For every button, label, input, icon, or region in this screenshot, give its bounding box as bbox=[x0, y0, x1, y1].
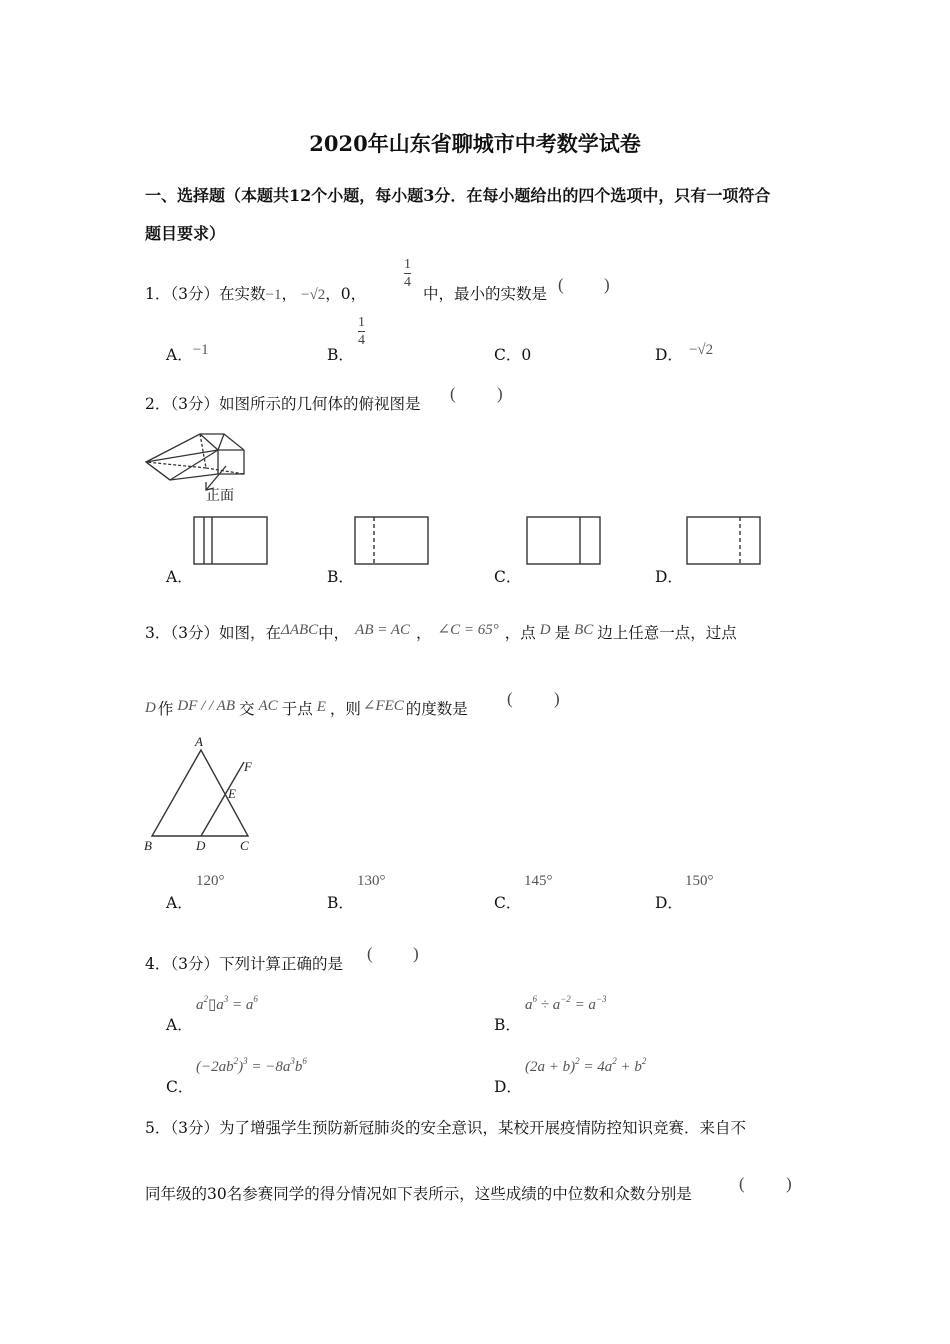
q4-option-d-formula: $(2a + b)^2 = 4a^2 + b^2$ bbox=[525, 1056, 647, 1075]
q1-option-c[interactable] bbox=[494, 343, 531, 365]
q2-option-b-view[interactable] bbox=[354, 516, 430, 566]
q4-option-c-formula: $(-2ab^2)^3 = -8a^3b^6$ bbox=[196, 1056, 307, 1075]
q3-text: 边上任意一点，过点 bbox=[597, 624, 737, 642]
q1-separator: ， bbox=[350, 285, 367, 303]
section-heading-line2: 题目要求） bbox=[145, 224, 226, 243]
q3-math-triangle: ΔABC bbox=[281, 622, 319, 638]
q1-number: 1． bbox=[145, 285, 171, 303]
q1-option-b-denominator: 4 bbox=[358, 333, 365, 348]
q1-fraction-numerator: 1 bbox=[404, 257, 411, 272]
q1-option-a-letter: A． bbox=[166, 346, 193, 364]
q4-option-a-formula: $a^2▯a^3 = a^6$ bbox=[196, 994, 258, 1013]
q3-text: 的度数是 bbox=[405, 700, 468, 718]
q3-math-e: E bbox=[316, 699, 326, 715]
q4-option-a[interactable]: A． bbox=[166, 1016, 193, 1034]
q1-option-d-letter: D． bbox=[655, 346, 683, 364]
q3-answer-paren-open: ( bbox=[507, 689, 513, 708]
q3-score: （3分） bbox=[170, 624, 219, 642]
q1-separator: ， bbox=[281, 285, 297, 303]
q3-math-d: D bbox=[145, 700, 156, 716]
q3-text: ，则 bbox=[329, 700, 361, 718]
q3-text: ，点 bbox=[504, 624, 536, 642]
q3-point-e: E bbox=[228, 786, 236, 801]
q3-text: 是 bbox=[554, 624, 571, 642]
q3-point-b: B bbox=[144, 838, 152, 853]
q3-option-a-value: 120° bbox=[196, 873, 225, 889]
question-5-line1: 5．（3分）为了增强学生预防新冠肺炎的安全意识，某校开展疫情防控知识竞赛．来自不 bbox=[145, 1119, 746, 1137]
q1-answer-paren-open: ( bbox=[558, 275, 564, 294]
q1-option-d-value: −√2 bbox=[688, 342, 714, 358]
q1-option-b-fraction bbox=[358, 314, 365, 349]
question-5-line2: 同年级的30名参赛同学的得分情况如下表所示，这些成绩的中位数和众数分别是 bbox=[145, 1185, 692, 1203]
q2-option-a-view[interactable] bbox=[193, 516, 269, 566]
q2-option-a[interactable]: A． bbox=[166, 568, 193, 586]
q1-fraction-denominator: 4 bbox=[404, 275, 411, 290]
q2-score: （3分） bbox=[170, 395, 219, 413]
q2-answer-paren-close: ) bbox=[497, 384, 503, 403]
q3-text: 中， bbox=[318, 624, 350, 642]
q4-option-d[interactable]: D． bbox=[494, 1078, 522, 1096]
q1-value-negsqrt2: −√2 bbox=[301, 287, 326, 303]
q1-option-b-numerator: 1 bbox=[358, 315, 365, 330]
q1-option-c-value: 0 bbox=[521, 346, 532, 364]
q4-text: 下列计算正确的是 bbox=[219, 955, 344, 973]
q2-option-c-view[interactable] bbox=[526, 516, 602, 566]
q3-option-b-value: 130° bbox=[357, 873, 386, 889]
q4-option-b-formula: $a^6 \div a^{-2} = a^{-3}$ bbox=[525, 994, 607, 1013]
q3-answer-paren-close: ) bbox=[554, 689, 560, 708]
q3-option-c-value: 145° bbox=[524, 873, 553, 889]
q4-option-b[interactable]: B． bbox=[494, 1016, 521, 1034]
q3-text: 如图，在 bbox=[219, 624, 282, 642]
question-4 bbox=[145, 952, 343, 974]
q2-number: 2． bbox=[145, 395, 171, 413]
q2-front-label: 正面 bbox=[206, 489, 234, 504]
q3-point-f: F bbox=[244, 759, 252, 774]
q3-text: 于点 bbox=[281, 700, 313, 718]
q3-point-d: D bbox=[196, 838, 206, 853]
q4-score: （3分） bbox=[170, 955, 219, 973]
q2-solid-figure bbox=[140, 428, 280, 508]
q1-separator: ， bbox=[325, 285, 341, 303]
q1-option-b[interactable]: B． bbox=[327, 346, 354, 364]
q3-math-angle-c: ∠C = 65° bbox=[437, 622, 499, 638]
q3-math-ac: AC bbox=[258, 698, 278, 714]
q1-score: （3分） bbox=[170, 285, 219, 303]
q1-option-c-letter: C． bbox=[494, 346, 522, 364]
q1-option-a[interactable] bbox=[166, 343, 209, 365]
q1-text-post: 中，最小的实数是 bbox=[423, 285, 548, 303]
q1-value-neg1: −1 bbox=[265, 287, 282, 303]
q3-math-df-parallel-ab: DF / / AB bbox=[177, 698, 235, 714]
q1-text-pre: 在实数 bbox=[219, 285, 266, 303]
q4-answer-paren-close: ) bbox=[413, 944, 419, 963]
question-1 bbox=[145, 282, 366, 304]
q3-number: 3． bbox=[145, 624, 171, 642]
q5-answer-paren-open: ( bbox=[739, 1174, 745, 1193]
section-heading-line1: 一、选择题（本题共12个小题，每小题3分．在每小题给出的四个选项中，只有一项符合 bbox=[145, 186, 771, 205]
q1-option-d[interactable] bbox=[655, 343, 713, 365]
q2-option-c[interactable]: C． bbox=[494, 568, 522, 586]
q3-option-b[interactable]: B． bbox=[327, 894, 354, 912]
q2-option-d-view[interactable] bbox=[686, 516, 762, 566]
q2-option-b[interactable]: B． bbox=[327, 568, 354, 586]
q3-math-ab-eq-ac: AB = AC bbox=[355, 622, 411, 638]
q3-point-a: A bbox=[195, 734, 203, 749]
q3-option-a[interactable]: A． bbox=[166, 894, 193, 912]
q3-option-c[interactable]: C． bbox=[494, 894, 522, 912]
q4-option-c[interactable]: C． bbox=[166, 1078, 194, 1096]
question-3-line2 bbox=[145, 697, 468, 719]
q3-point-c: C bbox=[240, 838, 249, 853]
q3-text: ， bbox=[416, 624, 432, 642]
q1-fraction bbox=[404, 256, 411, 291]
q2-text: 如图所示的几何体的俯视图是 bbox=[219, 395, 421, 413]
question-2 bbox=[145, 392, 421, 414]
q3-math-angle-fec: ∠FEC bbox=[362, 698, 404, 714]
q2-option-d[interactable]: D． bbox=[655, 568, 683, 586]
q1-answer-paren-close: ) bbox=[604, 275, 610, 294]
q4-answer-paren-open: ( bbox=[367, 944, 373, 963]
q4-number: 4． bbox=[145, 955, 171, 973]
q5-answer-paren-close: ) bbox=[786, 1174, 792, 1193]
question-3-line1 bbox=[145, 621, 737, 643]
q3-math-d: D bbox=[539, 622, 551, 638]
q3-option-d-value: 150° bbox=[685, 873, 714, 889]
q3-triangle-figure bbox=[140, 730, 270, 858]
q2-answer-paren-open: ( bbox=[450, 384, 456, 403]
q1-option-a-value: −1 bbox=[192, 342, 209, 358]
q3-option-d[interactable]: D． bbox=[655, 894, 683, 912]
q3-text: 作 bbox=[157, 700, 174, 718]
q3-text: 交 bbox=[239, 700, 255, 718]
q3-math-bc: BC bbox=[574, 622, 594, 638]
page-title: 2020年山东省聊城市中考数学试卷 bbox=[309, 131, 641, 156]
q1-value-zero: 0 bbox=[340, 285, 351, 303]
